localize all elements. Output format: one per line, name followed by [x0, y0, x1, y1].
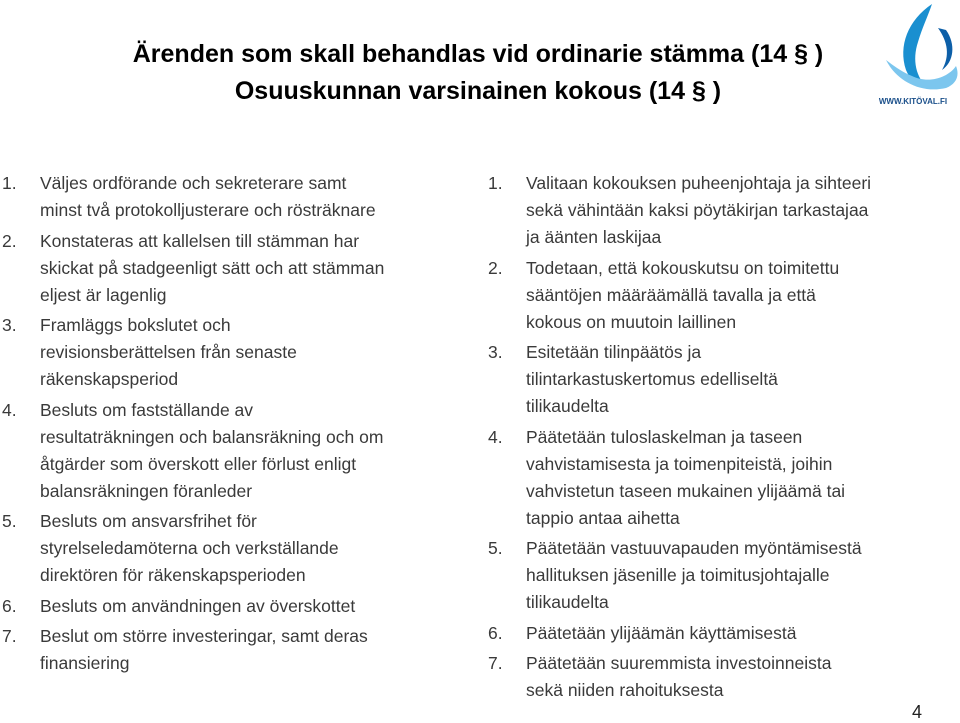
list-item-line: sääntöjen määräämällä tavalla ja että — [526, 284, 816, 305]
list-item-line: kokous on muutoin laillinen — [526, 311, 737, 332]
list-item-line: sekä vähintään kaksi pöytäkirjan tarkastajaa — [526, 200, 869, 220]
list-item-line: Väljes ordförande och sekreterare samt — [40, 173, 347, 193]
list-item-line: hallituksen jäsenille ja toimitusjohtajalle — [526, 565, 830, 585]
list-item-line: Päätetään tuloslaskelman ja taseen — [526, 426, 803, 447]
page-number: 4 — [912, 702, 923, 722]
list-item — [486, 255, 956, 336]
list-item-line: styrelseledamöterna och verkställande — [40, 538, 339, 558]
list-item-line: tilintarkastuskertomus edelliseltä — [526, 369, 778, 389]
list-item-line: Framläggs bokslutet och — [40, 315, 231, 335]
list-item-number: 4. — [2, 399, 17, 420]
list-item-line: tappio antaa aihetta — [526, 507, 680, 528]
list-item-line: vahvistamisesta ja toimenpiteistä, joihin — [526, 453, 833, 474]
list-item-line: Konstateras att kallelsen till stämman har — [40, 230, 360, 251]
list-item — [0, 623, 460, 677]
list-item — [0, 397, 460, 505]
list-item — [486, 620, 956, 647]
list-item-line: Päätetään suuremmista investoinneista — [526, 653, 832, 673]
list-item-number: 6. — [488, 622, 503, 643]
list-item-line: revisionsberättelsen från senaste — [40, 342, 297, 362]
list-item — [486, 650, 956, 704]
list-item — [486, 424, 956, 532]
list-item — [0, 593, 460, 620]
list-item-line: Päätetään ylijäämän käyttämisestä — [526, 622, 797, 643]
swedish-agenda-list — [0, 170, 460, 681]
list-item-line: finansiering — [40, 653, 130, 673]
list-item — [0, 508, 460, 589]
list-item-number: 2. — [2, 230, 17, 251]
list-item — [486, 535, 956, 616]
title-line-swedish: Ärenden som skall behandlas vid ordinarie stämma (14 § ) — [132, 40, 824, 68]
list-item — [486, 170, 956, 251]
list-item-line: tilikaudelta — [526, 592, 609, 612]
list-item-line: Besluts om ansvarsfrihet för — [40, 511, 257, 531]
list-item — [0, 228, 460, 309]
list-item-line: eljest är lagenlig — [40, 284, 167, 305]
list-item-line: direktören för räkenskapsperioden — [40, 565, 306, 585]
list-item-number: 3. — [488, 342, 503, 362]
list-item-number: 6. — [2, 595, 17, 616]
list-item-line: ja äänten laskijaa — [526, 227, 662, 247]
list-item-number: 5. — [2, 511, 17, 531]
list-item-line: tilikaudelta — [526, 396, 609, 416]
list-item-line: Besluts om fastställande av — [40, 399, 254, 420]
list-item-line: Esitetään tilinpäätös ja — [526, 342, 702, 362]
list-item-number: 7. — [488, 653, 503, 673]
list-item — [486, 339, 956, 420]
list-item — [0, 312, 460, 393]
finnish-agenda-list — [486, 170, 956, 708]
list-item-line: sekä niiden rahoituksesta — [526, 680, 724, 700]
list-item-line: vahvistetun taseen mukainen ylijäämä tai — [526, 480, 846, 501]
list-item-line: räkenskapsperiod — [40, 369, 179, 389]
logo-text: WWW.KITÖVAL.FI — [878, 97, 948, 106]
list-item-number: 1. — [488, 173, 503, 193]
list-item-number: 3. — [2, 315, 17, 335]
kitoval-logo — [868, 0, 958, 112]
list-item-line: Päätetään vastuuvapauden myöntämisestä — [526, 538, 862, 558]
list-item-line: skickat på stadgeenligt sätt och att stämman — [40, 257, 385, 278]
slide-title — [0, 36, 956, 110]
list-item-line: Valitaan kokouksen puheenjohtaja ja sihteeri — [526, 173, 872, 193]
list-item-line: resultaträkningen och balansräkning och om — [40, 426, 384, 447]
list-item-number: 7. — [2, 626, 17, 646]
list-item-number: 1. — [2, 173, 17, 193]
list-item-line: Besluts om användningen av överskottet — [40, 595, 356, 616]
list-item-number: 4. — [488, 426, 503, 447]
list-item-number: 2. — [488, 257, 503, 278]
title-line-finnish: Osuuskunnan varsinainen kokous (14 § ) — [234, 77, 722, 105]
list-item-line: Beslut om större investeringar, samt deras — [40, 626, 368, 646]
list-item-line: balansräkningen föranleder — [40, 480, 253, 501]
list-item-line: Todetaan, että kokouskutsu on toimitettu — [526, 257, 840, 278]
list-item-line: minst två protokolljusterare och rösträknare — [40, 200, 376, 220]
list-item-line: åtgärder som överskott eller förlust enligt — [40, 453, 357, 474]
list-item-number: 5. — [488, 538, 503, 558]
list-item — [0, 170, 460, 224]
